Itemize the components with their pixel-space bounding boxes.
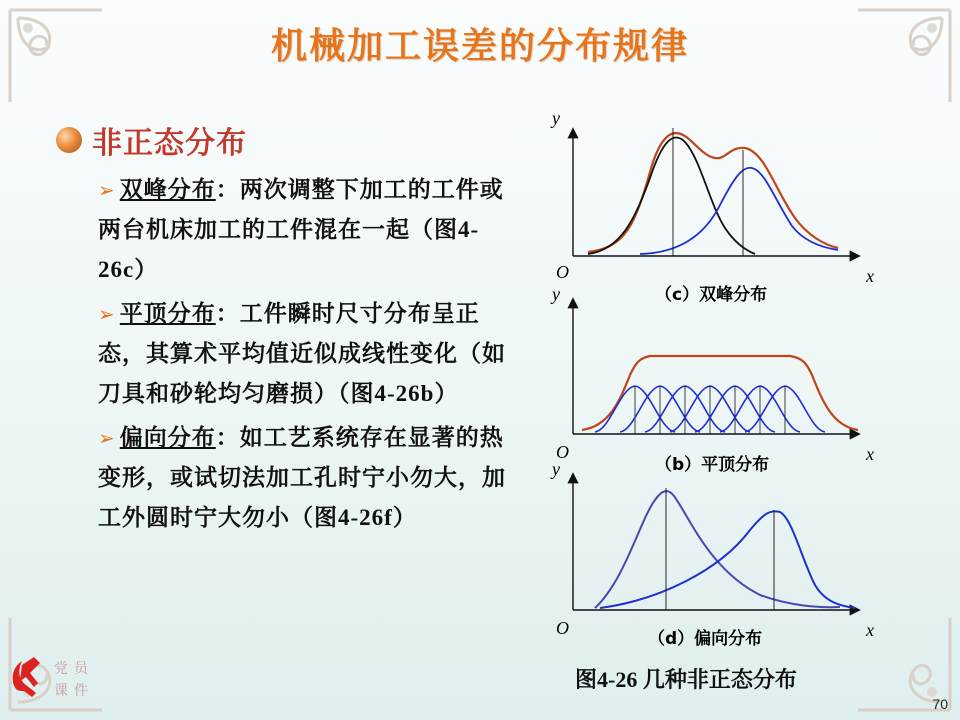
arrow-bullet-icon: ➢ bbox=[98, 178, 116, 202]
panel-skewed bbox=[550, 459, 874, 649]
distribution-figure-svg bbox=[540, 100, 900, 649]
item-ref-close: ） bbox=[434, 381, 459, 407]
item-text: 两次调整下加工的工件或两台机床加工的工件混在一起 bbox=[98, 177, 504, 243]
item-figure-ref: 图4-26b bbox=[350, 381, 435, 406]
second-peak-curve bbox=[640, 168, 838, 254]
right-skew-curve bbox=[600, 511, 855, 608]
section-heading: 非正态分布 bbox=[92, 126, 247, 161]
footer-label bbox=[54, 658, 94, 702]
panel-caption: （d）偏向分布 bbox=[648, 629, 763, 649]
item-keyword: 偏向分布 bbox=[119, 425, 216, 451]
item-keyword: 双峰分布 bbox=[119, 177, 216, 203]
x-axis-label: x bbox=[866, 266, 874, 286]
distribution-figure bbox=[540, 100, 900, 649]
item-ref-open: （ bbox=[290, 505, 314, 531]
y-axis-label: y bbox=[552, 284, 560, 304]
item-text: 如工艺系统存在显著的热变形，或试切法加工孔时宁小勿大，加工外圆时宁大勿小 bbox=[98, 425, 506, 531]
bullet-orb-icon bbox=[56, 127, 82, 153]
bullet-list bbox=[98, 170, 508, 542]
item-figure-ref: 图4-26f bbox=[314, 505, 393, 530]
component-curves bbox=[595, 386, 825, 434]
panel-bimodal bbox=[550, 108, 874, 305]
list-item-bimodal bbox=[98, 170, 508, 290]
item-ref-close: ） bbox=[134, 257, 159, 283]
first-peak-curve bbox=[588, 138, 755, 255]
item-keyword: 平顶分布 bbox=[119, 301, 216, 327]
figure-caption: 图4-26 几种非正态分布 bbox=[575, 667, 797, 692]
x-axis-label: x bbox=[866, 620, 874, 640]
panel-caption: （b）平顶分布 bbox=[655, 455, 770, 475]
origin-label: O bbox=[556, 442, 569, 462]
item-figure-ref: 图4-26c bbox=[98, 217, 480, 282]
x-axis-label: x bbox=[866, 444, 874, 464]
panel-flat-top bbox=[550, 284, 874, 475]
panel-caption: （c）双峰分布 bbox=[655, 285, 768, 305]
list-item-flat-top bbox=[98, 294, 508, 414]
arrow-bullet-icon: ➢ bbox=[98, 426, 116, 450]
item-text: 工件瞬时尺寸分布呈正态，其算术平均值近似成线性变化（如刀具和砂轮均匀磨损） bbox=[98, 301, 506, 407]
item-separator: ： bbox=[215, 301, 240, 327]
y-axis-label: y bbox=[552, 108, 560, 128]
footer-line-2: 课件 bbox=[54, 683, 94, 699]
origin-label: O bbox=[556, 262, 569, 282]
y-axis-label: y bbox=[552, 459, 560, 479]
footer-line-1: 党员 bbox=[54, 661, 94, 677]
party-emblem-icon bbox=[8, 655, 48, 699]
arrow-bullet-icon: ➢ bbox=[98, 302, 116, 326]
item-separator: ： bbox=[215, 425, 240, 451]
list-item-skewed bbox=[98, 418, 508, 538]
origin-label: O bbox=[556, 618, 569, 638]
item-ref-close: ） bbox=[392, 505, 417, 531]
item-separator: ： bbox=[215, 177, 240, 203]
item-ref-open: （ bbox=[410, 217, 434, 243]
left-skew-curve bbox=[595, 491, 840, 608]
slide-title: 机械加工误差的分布规律 bbox=[270, 26, 689, 67]
page-number: 70 bbox=[932, 696, 948, 712]
section-heading-row bbox=[56, 118, 247, 162]
item-ref-open: （ bbox=[338, 381, 351, 407]
